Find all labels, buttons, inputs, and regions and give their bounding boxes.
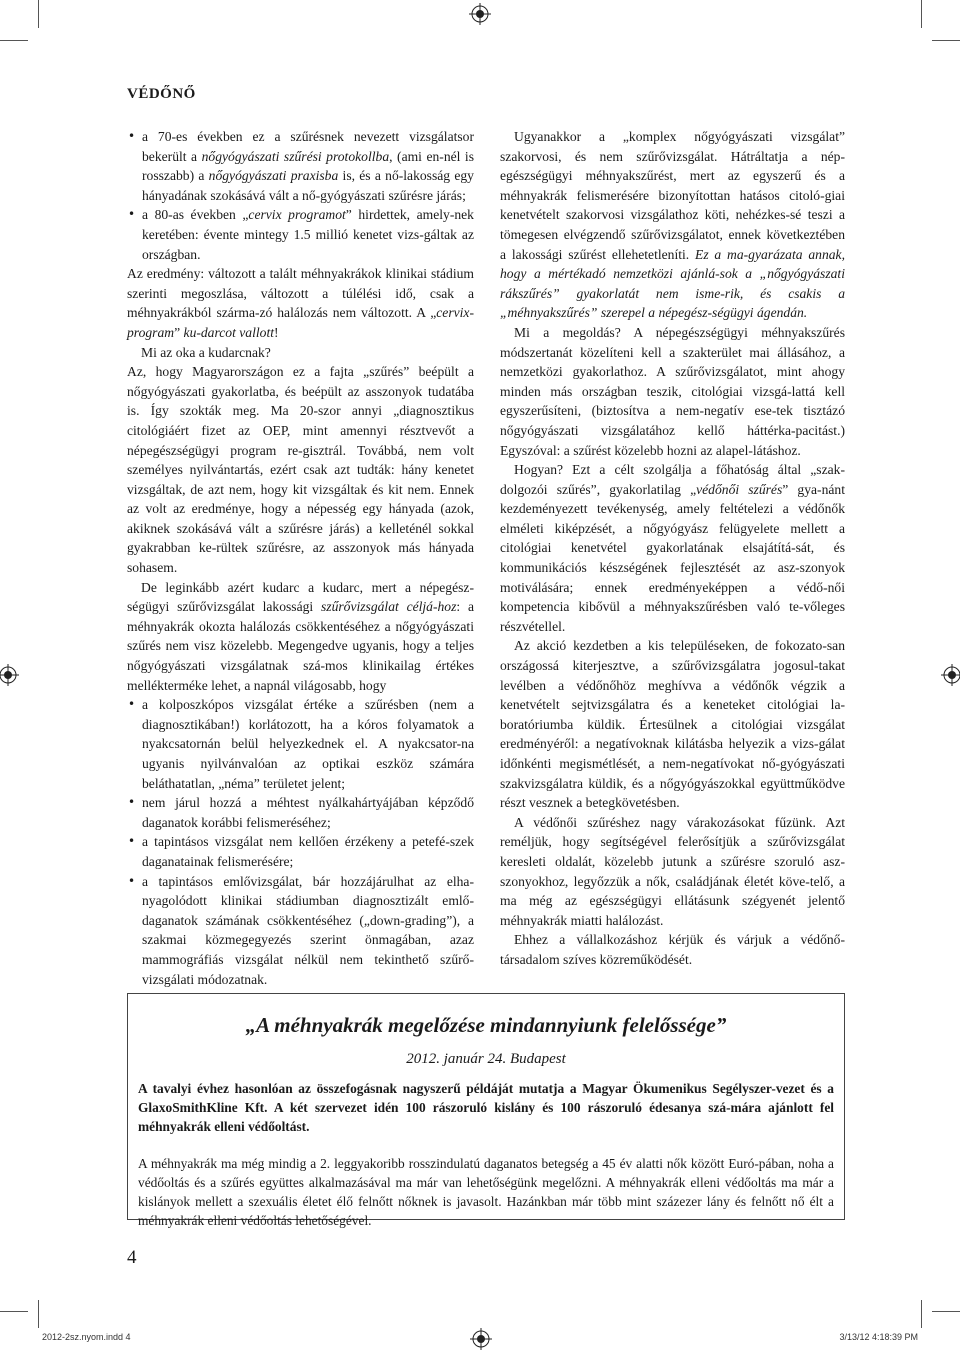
list-item: • a 80-as években „cervix programot” hirdettek, amely-nek keretében: évente mintegy 1.5 millió kenetet vizs-gáltak az országban. bbox=[127, 205, 474, 264]
registration-mark-left-icon bbox=[0, 664, 19, 686]
registration-mark-right-icon bbox=[941, 664, 960, 686]
list-item: • a kolposzkópos vizsgálat értéke a szűrésben (nem a diagnosztikában!) korlátozott, ha a kóros folyamatok a nyakcsatornán belül helyezkednek el. A nyakcsator-na ugyanis nyilvánvalóan az optikai eszköz számára beláthatatlan, „néma” területet jelent; bbox=[127, 695, 474, 793]
trim-mark bbox=[921, 0, 922, 28]
page-number: 4 bbox=[127, 1247, 137, 1268]
paragraph-complex: Ugyanakkor a „komplex nőgyógyászati vizsgálat” szakorvosi, és nem szűrővizsgálat. Hátráltatja a nép-egészségügyi méhnyakszűrést, mert az egyszerű és a méhnyakrák felismerésére bizonyítottan hatásos citoló-giai kenetvételt szakorvosi vizsgálathoz köti, nehézkes-sé teszi a tömegesen elvégzendő szűrővizsgálatot, ennek következtében a lakossági szűrést ellehetetleníti. Ez a ma-gyarázata annak, hogy a mértékadó nemzetközi ajánlá-sok a „nőgyógyászati rákszűrés” gyakorlatát nem isme-rik, és csakis a „méhnyakszűrés” szerepel a népegész-ségügyi ágendán. bbox=[500, 129, 845, 321]
box-lead: A tavalyi évhez hasonlóan az összefogásnak nagyszerű példáját mutatja a Magyar Ökumenikus Segélyszer-vezet és a GlaxoSmithKline Kft. A két szervezet idén 100 rászoruló kislány és 100 rászoruló édesanya szá-mára ajánlott fel méhnyakrák elleni védőoltást. bbox=[138, 1081, 834, 1134]
paragraph-worst: De leginkább azért kudarc a kudarc, mert a népegész-ségügyi szűrővizsgálat lakossági szűrővizsgálat céljá-hoz: a méhnyakrák okozta halálozás csökkentéséhez a nőgyógyászati szűrés nem visz közelebb. Megengedve ugyanis, hogy a teljes nőgyógyászati vizsgálatnak szá-mos klinikailag értékes mellékterméke lehet, a napnál világosabb, hogy bbox=[127, 579, 474, 693]
trim-mark bbox=[932, 1311, 960, 1312]
section-title: VÉDŐNŐ bbox=[127, 86, 196, 102]
registration-mark-bottom-icon bbox=[470, 1328, 492, 1350]
bullet-list-top bbox=[127, 127, 474, 264]
trim-mark bbox=[38, 0, 39, 28]
registration-mark-top-icon bbox=[469, 3, 491, 25]
list-item: • a tapintásos emlővizsgálat, bár hozzájárulhat az elha-nyagolódott klinikai stádiumban diagnosztizált emlő-daganatok számának csökkentéséhez („down-grading”), a szakmai közmegegyezés szerint önmagában, azaz mammográfiás vizsgálat nélkül nem tekinthető szűrő-vizsgálati módozatnak. bbox=[127, 872, 474, 990]
paragraph-result: Az eredmény: változott a talált méhnyakrákok klinikai stádium szerinti megoszlása, változott a túlélési idő, csak a méhnyakrákból szárma-zó halálozás nem változott. A „cervix-program” ku-darcot vallott! bbox=[127, 266, 474, 340]
right-column bbox=[500, 127, 845, 970]
paragraph-wish: Ehhez a vállalkozáshoz kérjük és várjuk a védőnő-társadalom szíves közreműködését. bbox=[500, 932, 845, 967]
left-column bbox=[127, 127, 474, 989]
print-footer bbox=[0, 1328, 960, 1351]
announcement-box bbox=[127, 993, 845, 1228]
paragraph-how: Hogyan? Ezt a célt szolgálja a főhatóság által „szak-dolgozói szűrés”, gyakorlatilag „védőnői szűrés” gya-nánt kezdeményezett tevékenység, amely feltételezi a védőnők elméleti kiképzését, a nőgyógyász felügyelete mellett a citológiai kenetvétel gyakorlatának elsajátítá-sát, és kommunikációs készségének fejlesztését az asz-szonyok motiválására; ennek eredményeképpen a védő-női kompetencia kibővül a méhnyakszűrésben való te-vőleges részvétellel. bbox=[500, 462, 845, 634]
paragraph-hope: A védőnői szűréshez nagy várakozásokat fűzünk. Azt reméljük, hogy segítségével felerősítjük a szűrővizsgálat keresleti oldalát, közelebb jutunk a szűrésre szoruló asz-szonyokhoz, legyőzzük a nők, családjának életét köve-telő, a ma még az egészségügyi ellátásunk szégyenét jelentő méhnyakrák miatti halálozást. bbox=[500, 814, 845, 928]
footer-timestamp: 3/13/12 4:18:39 PM bbox=[839, 1332, 918, 1342]
paragraph-action: Az akció kezdetben a kis településeken, de fokozato-san országossá kiterjesztve, a szűrővizsgálatra jogosul-takat levélben a védőnőhöz meghívva a védőnők végzik a kenetvételt sejtvizsgálatra és a keneteket citológiai la-boratóriumba küldik. Értesülnek a citológiai vizsgálat eredményéről: a negatívoknak kilátásba helyezik a vizs-gálat időnkénti megismétlését, a nem-negatívokat nő-gyógyászati szakvizsgálatra küldik, és a nőgyógyászokkal együttműködve részt vesznek a betegkövetésben. bbox=[500, 638, 845, 811]
box-date: 2012. január 24. Budapest bbox=[406, 1051, 566, 1067]
paragraph-solution: Mi a megoldás? A népegészségügyi méhnyakszűrés módszertanát közelíteni kell a szakterület mai állásához, a nemzetközi gyakorlathoz. A szűrővizsgálatot, mint ahogy minden más országban teszik, citológiai vizsgá-lattá kell egyszerűsíteni, (biztosítva a nem-negatív ese-tek tisztázó nőgyógyászati vizsgálatához kellő háttérka-pacitást.) Egyszóval: a szűrést közelebb hozni az alapel-látáshoz. bbox=[500, 324, 845, 458]
list-item: • a 70-es években ez a szűrésnek nevezett vizsgálatsor bekerült a nőgyógyászati szűrési protokollba, (ami en-nél is rosszabb) a nőgyógyászati praxisba is, és a nő-lakosság egy hányadának szokásává vált a nő-gyógyászati szűrésre járás; bbox=[127, 127, 474, 205]
trim-mark bbox=[932, 40, 960, 41]
list-item: • nem járul hozzá a méhtest nyálkahártyájában képződő daganatok korábbi felismeréséhez; bbox=[127, 793, 474, 832]
bullet-list-bottom bbox=[127, 695, 474, 989]
footer-filename: 2012-2sz.nyom.indd 4 bbox=[42, 1332, 131, 1342]
paragraph-reason: Az, hogy Magyarországon ez a fajta „szűrés” beépült a nőgyógyászati gyakorlatba, és beépült az asszonyok tudatába is. Így szokták meg. Ma 20-szor annyi „diagnosztikus citológiáért fizet az OEP, mint amennyi résztvevőt a népegészségügyi program re-gisztrál. Továbbá, nem volt személyes nyilvántartás, ezért csak azt tudták: hány kenetet vizsgáltak, de azt nem, hogy kit vizsgáltak és kit nem. Ennek az volt az eredménye, hogy a népesség egy hányada (azok, akiknek szokásává vált a szűrésre járás) a kelleténél sokkal gyakrabban ke-rültek szűrésre, az asszonyok más hányada sohasem. bbox=[127, 364, 474, 576]
paragraph-question: Mi az oka a kudarcnak? bbox=[141, 344, 271, 360]
box-body: A méhnyakrák ma még mindig a 2. leggyakoribb rosszindulatú daganatos betegség a 45 év alatti nők között Euró-pában, noha a védőoltás és a szűrés együttes alkalmazásával ma már van lehetőségünk megelőzni. A méhnyakrák elleni védőoltás ma már a kislányok mellett a szexuális életet élő felnőtt nőknek is javasolt. Hazánkban már több mint százezer lány és felnőtt nő élt a méhnyakrák elleni védőoltás lehetőségével. bbox=[138, 1156, 834, 1228]
list-item: • a tapintásos vizsgálat nem kellően érzékeny a petefé-szek daganatainak felismerésére; bbox=[127, 832, 474, 871]
trim-mark bbox=[0, 40, 28, 41]
trim-mark bbox=[0, 1311, 28, 1312]
box-title: „A méhnyakrák megelőzése mindannyiunk felelőssége” bbox=[245, 1013, 727, 1037]
trim-mark bbox=[921, 1300, 922, 1328]
trim-mark bbox=[38, 1300, 39, 1328]
